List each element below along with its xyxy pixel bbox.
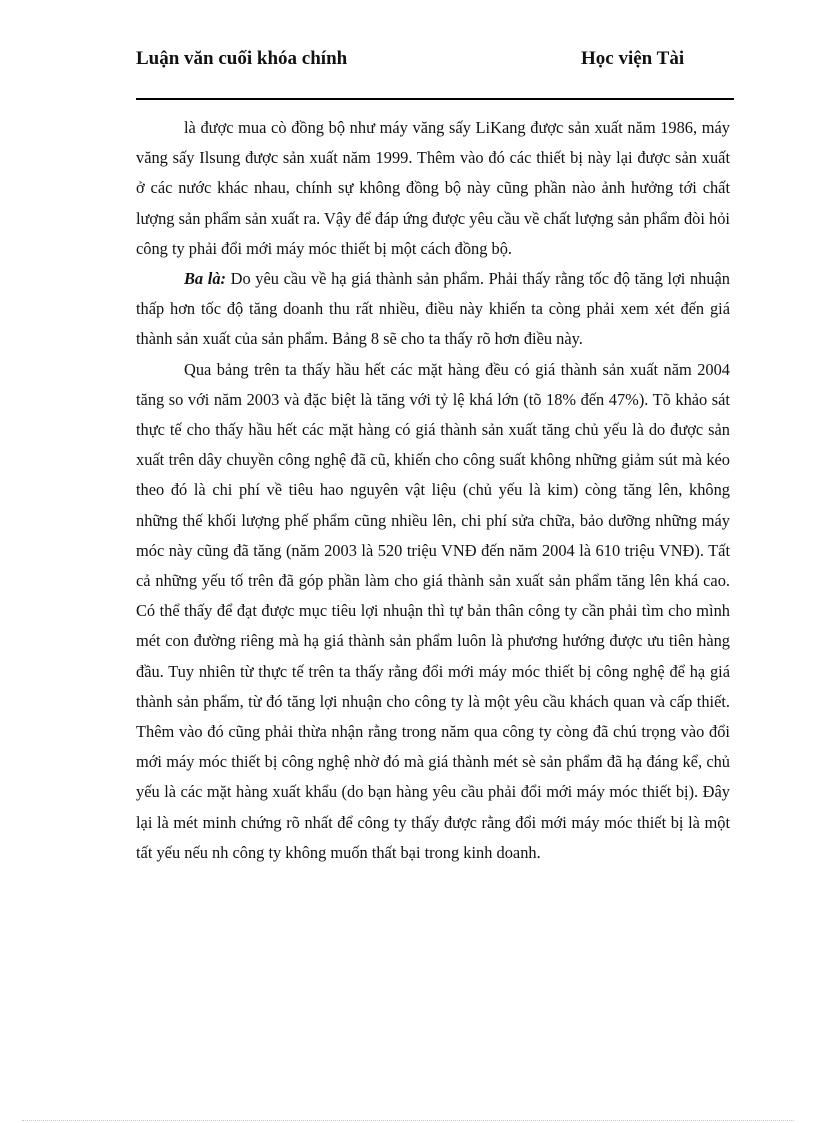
paragraph-3: Qua bảng trên ta thấy hầu hết các mặt hàng đều có giá thành sản xuất năm 2004 tăng so với năm 2003 và đặc biệt là tăng với tỷ lệ khá lớn (tõ 18% đến 47%). Tõ khảo sát thực tế cho thấy hầu hết các mặt hàng có giá thành sản xuất tăng chủ yếu là do được sản xuất trên dây chuyền công nghệ đã cũ, khiến cho công suất không những giảm sút mà kéo theo đó là chi phí về tiêu hao nguyên vật liệu (chủ yếu là kim) còng tăng lên, không những thế khối lượng phế phẩm cũng nhiều lên, chi phí sửa chữa, bảo dưỡng những máy móc này cũng đã tăng (năm 2003 là 520 triệu VNĐ đến năm 2004 là 610 triệu VNĐ). Tất cả những yếu tố trên đã góp phần làm cho giá thành sản xuất sản phẩm tăng lên khá cao. Có thể thấy để đạt được mục tiêu lợi nhuận thì tự bản thân công ty cần phải tìm cho mình mét con đường riêng mà hạ giá thành sản phẩm luôn là phương hướng được ưu tiên hàng đầu. Tuy nhiên từ thực tế trên ta thấy rằng đổi mới máy móc thiết bị công nghệ để hạ giá thành sản phẩm, từ đó tăng lợi nhuận cho công ty là một yêu cầu khách quan và cấp thiết. Thêm vào đó cũng phải thừa nhận rằng trong năm qua công ty còng đã chú trọng vào đổi mới máy móc thiết bị công nghệ nhờ đó mà giá thành mét sè sản phẩm đã hạ đáng kể, chủ yếu là các mặt hàng xuất khẩu (do bạn hàng yêu cầu phải đổi mới máy móc thiết bị). Đây lại là mét minh chứng rõ nhất để công ty thấy được rằng đổi mới máy móc thiết bị là một tất yếu nếu nh công ty không muốn thất bại trong kinh doanh. bbox=[136, 359, 730, 862]
paragraph-1: là được mua cò đồng bộ như máy văng sấy LiKang được sản xuất năm 1986, máy văng sấy Ilsung được sản xuất năm 1999. Thêm vào đó các thiết bị này lại được sản xuất ở các nước khác nhau, chính sự không đồng bộ này cũng phần nào ảnh hưởng tới chất lượng sản phẩm sản xuất ra. Vậy để đáp ứng được yêu cầu về chất lượng sản phẩm đòi hỏi công ty phải đổi mới máy móc thiết bị một cách đồng bộ. bbox=[136, 118, 730, 258]
paragraph-2-text: Do yêu cầu về hạ giá thành sản phẩm. Phải thấy rằng tốc độ tăng lợi nhuận thấp hơn tốc độ tăng doanh thu rất nhiều, điều này khiến ta còng phải xem xét đến giá thành sản xuất của sản phẩm. Bảng 8 sẽ cho ta thấy rõ hơn điều này. bbox=[136, 269, 730, 349]
header-left-title: Luận văn cuối khóa chính bbox=[136, 48, 348, 69]
page-header bbox=[136, 46, 734, 100]
page-bottom-divider bbox=[22, 1120, 794, 1121]
header-right-title: Học viện Tài bbox=[581, 48, 685, 69]
paragraph-2 bbox=[136, 264, 730, 355]
paragraph-2-lead: Ba là: bbox=[184, 269, 226, 289]
document-body bbox=[136, 113, 730, 868]
